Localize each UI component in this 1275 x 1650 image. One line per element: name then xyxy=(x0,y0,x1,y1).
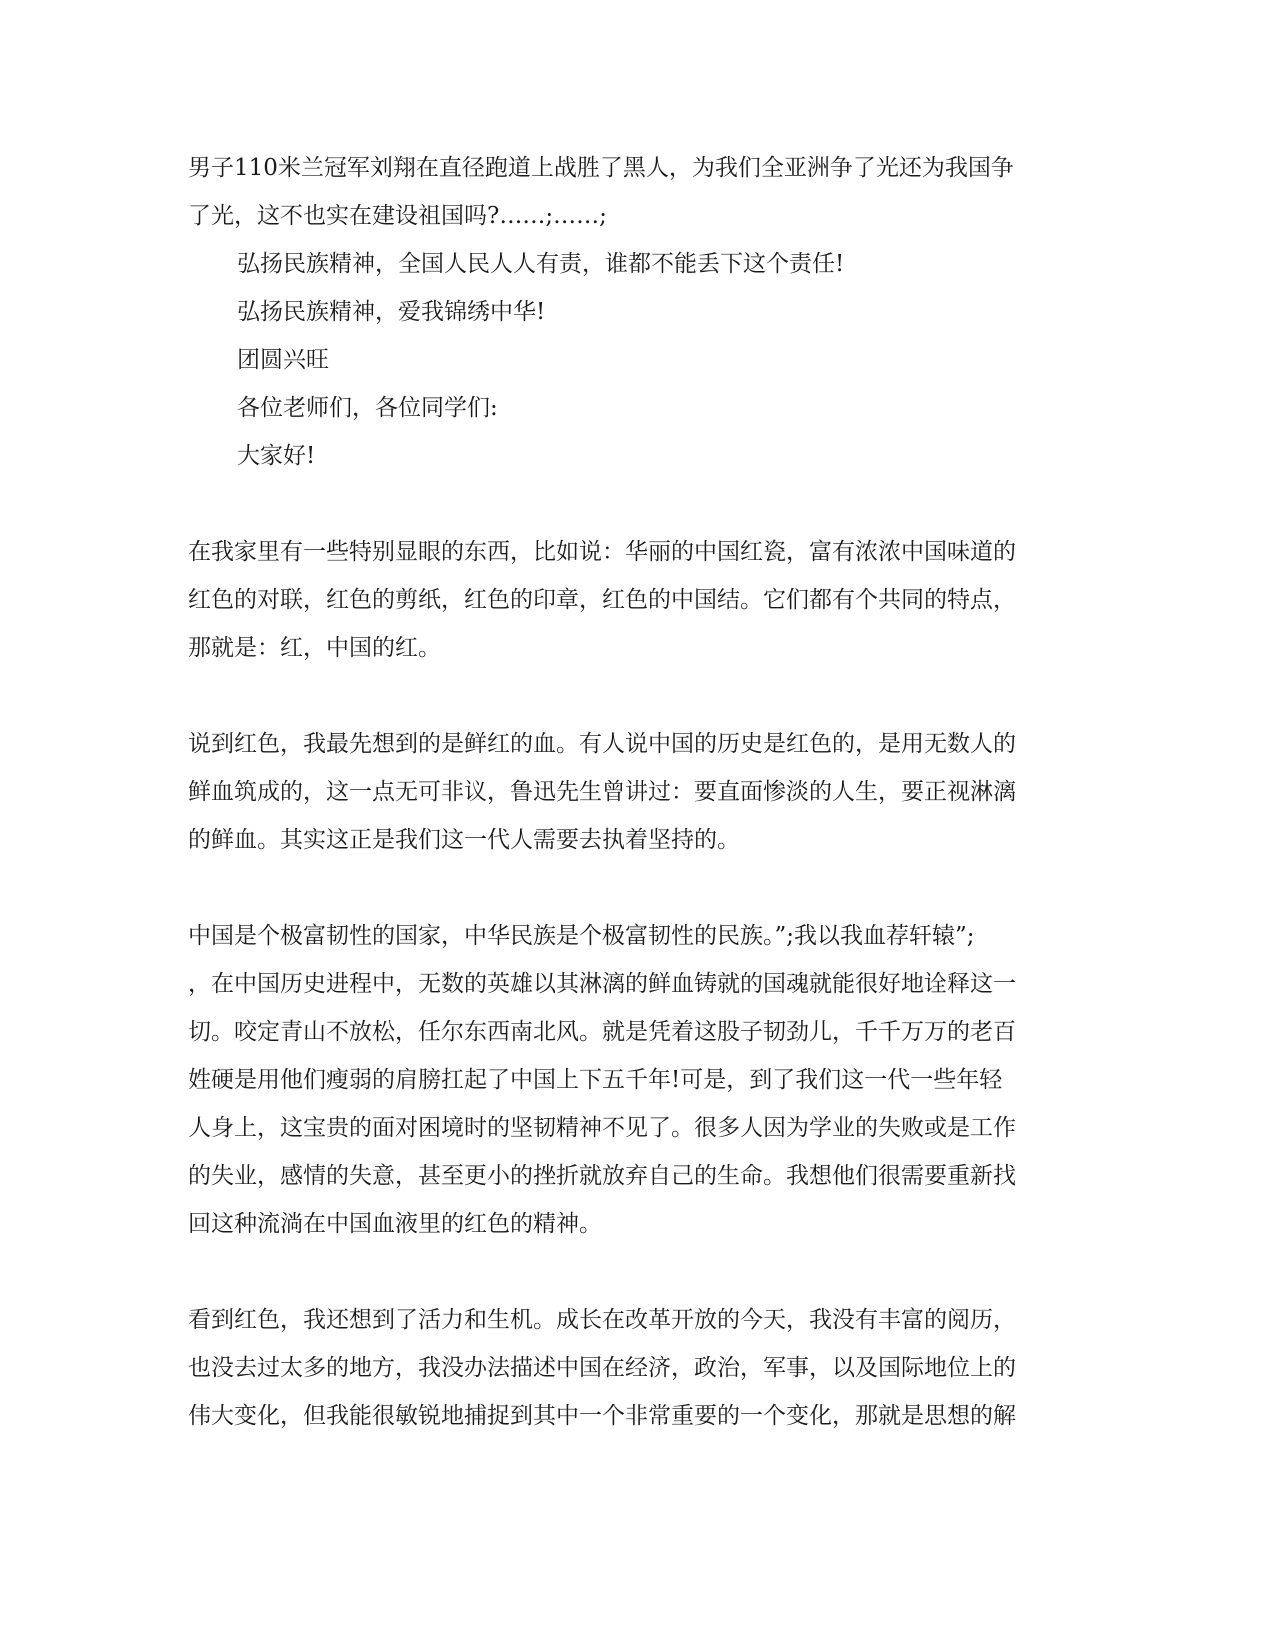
text-line: 回这种流淌在中国血液里的红色的精神。 xyxy=(188,1211,602,1237)
text-line: 的失业，感情的失意，甚至更小的挫折就放弃自己的生命。我想他们很需要重新找 xyxy=(188,1163,1016,1189)
text-line: 人身上，这宝贵的面对困境时的坚韧精神不见了。很多人因为学业的失败或是工作 xyxy=(188,1115,1016,1141)
text-line: 弘扬民族精神，爱我锦绣中华! xyxy=(237,299,546,325)
text-line: 切。咬定青山不放松，任尔东西南北风。就是凭着这股子韧劲儿，千千万万的老百 xyxy=(188,1019,1016,1045)
text-line: 鲜血筑成的，这一点无可非议，鲁迅先生曾讲过：要直面惨淡的人生，要正视淋漓 xyxy=(188,779,1016,805)
text-line: 红色的对联，红色的剪纸，红色的印章，红色的中国结。它们都有个共同的特点， xyxy=(188,587,1016,613)
text-line: 姓硬是用他们瘦弱的肩膀扛起了中国上下五千年!可是，到了我们这一代一些年轻 xyxy=(188,1067,1003,1093)
text-line: 也没去过太多的地方，我没办法描述中国在经济，政治，军事，以及国际地位上的 xyxy=(188,1355,1016,1381)
text-line: 说到红色，我最先想到的是鲜红的血。有人说中国的历史是红色的，是用无数人的 xyxy=(188,731,1016,757)
text-line: 弘扬民族精神，全国人民人人有责，谁都不能丢下这个责任! xyxy=(237,251,845,277)
text-line: 伟大变化，但我能很敏锐地捕捉到其中一个非常重要的一个变化，那就是思想的解 xyxy=(188,1403,1016,1429)
text-line: 男子110米兰冠军刘翔在直径跑道上战胜了黑人，为我们全亚洲争了光还为我国争 xyxy=(188,155,1014,181)
text-line: 在我家里有一些特别显眼的东西，比如说：华丽的中国红瓷，富有浓浓中国味道的 xyxy=(188,539,1016,565)
text-line: 了光，这不也实在建设祖国吗?……;……; xyxy=(188,203,607,229)
text-line: 那就是：红，中国的红。 xyxy=(188,635,441,661)
text-line: 团圆兴旺 xyxy=(237,347,329,373)
text-line: 各位老师们，各位同学们: xyxy=(237,395,498,421)
text-line: 大家好! xyxy=(237,443,316,469)
text-line: 看到红色，我还想到了活力和生机。成长在改革开放的今天，我没有丰富的阅历， xyxy=(188,1307,1016,1333)
text-line: 的鲜血。其实这正是我们这一代人需要去执着坚持的。 xyxy=(188,827,740,853)
text-line: ，在中国历史进程中，无数的英雄以其淋漓的鲜血铸就的国魂就能很好地诠释这一 xyxy=(188,971,1016,997)
text-line: 中国是个极富韧性的国家，中华民族是个极富韧性的民族。”;我以我血荐轩辕”; xyxy=(188,923,975,949)
